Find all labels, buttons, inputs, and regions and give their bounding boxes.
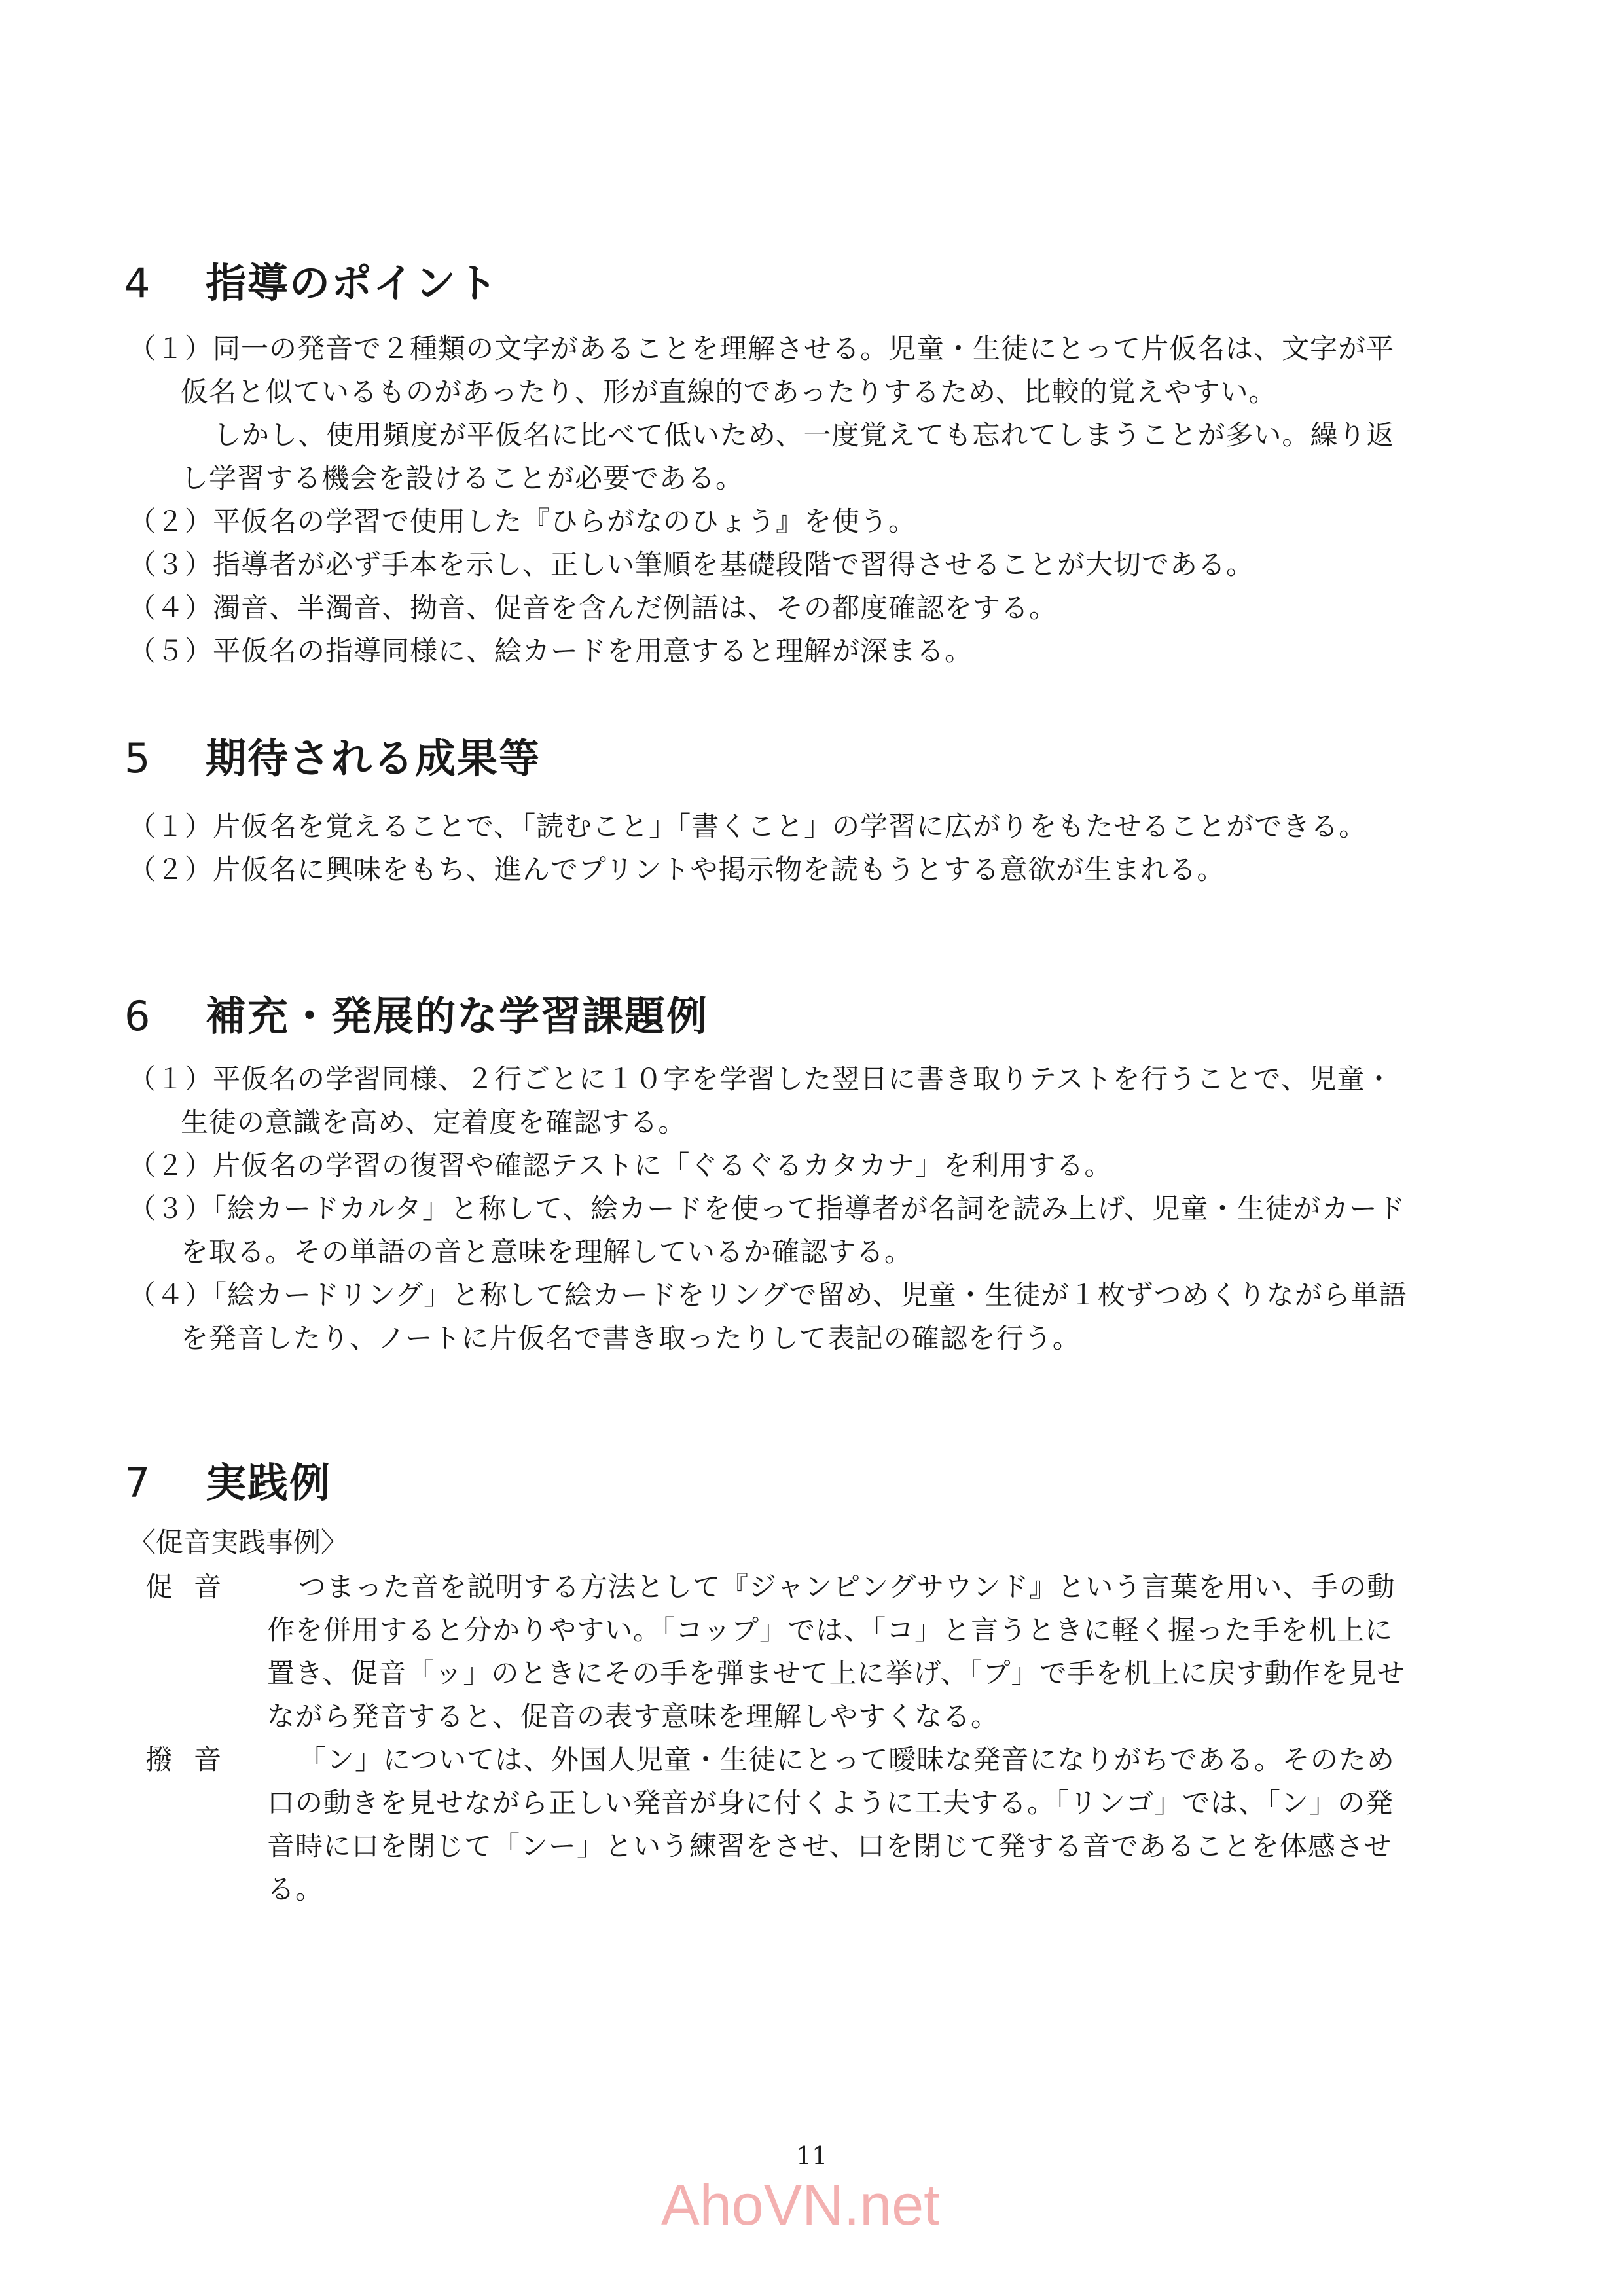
practice-subheading: 〈促音実践事例〉 (128, 1526, 349, 1558)
section-4-line-3: しかし、使用頻度が平仮名に比べて低いため、一度覚えても忘れてしまうことが多い。繰り返 (213, 419, 1395, 451)
section-6-line-2: 生徒の意識を高め、定着度を確認する。 (181, 1106, 687, 1138)
hatsuon-line-1: 「ン」については、外国人児童・生徒にとって曖昧な発音になりがちである。そのため (298, 1744, 1395, 1776)
section-number: 7 (124, 1459, 152, 1507)
section-number: 5 (124, 734, 152, 782)
section-number: 4 (124, 259, 152, 307)
sokuon-line-2: 作を併用すると分かりやすい。「コップ」では、「コ」と言うときに軽く握った手を机上に (267, 1614, 1394, 1646)
section-4-line-4: し学習する機会を設けることが必要である。 (181, 462, 744, 494)
section-7-heading (124, 1459, 332, 1507)
section-title: 実践例 (206, 1459, 332, 1507)
hatsuon-line-4: る。 (267, 1873, 324, 1905)
section-6-line-3: （２）片仮名の学習の復習や確認テストに「ぐるぐるカタカナ」を利用する。 (128, 1149, 1113, 1181)
section-6-line-1: （１）平仮名の学習同様、２行ごとに１０字を学習した翌日に書き取りテストを行うことで、児童・ (128, 1063, 1394, 1095)
section-4-line-1: （１）同一の発音で２種類の文字があることを理解させる。児童・生徒にとって片仮名は、文字が平 (128, 332, 1395, 365)
section-5-line-1: （１）片仮名を覚えることで、「読むこと」「書くこと」の学習に広がりをもたせることができる。 (128, 810, 1367, 842)
hatsuon-line-3: 音時に口を閉じて「ンー」という練習をさせ、口を閉じて発する音であることを体感させ (267, 1830, 1392, 1862)
section-4-line-8: （５）平仮名の指導同様に、絵カードを用意すると理解が深まる。 (128, 635, 973, 667)
section-6-line-6: （４）「絵カードリング」と称して絵カードをリングで留め、児童・生徒が１枚ずつめくりながら単語 (128, 1279, 1407, 1311)
sokuon-line-4: ながら発音すると、促音の表す意味を理解しやすくなる。 (267, 1700, 1000, 1732)
section-4-heading (124, 259, 499, 307)
section-title: 補充・発展的な学習課題例 (206, 992, 709, 1040)
term-sokuon: 促音 (145, 1571, 243, 1603)
section-4-line-6: （３）指導者が必ず手本を示し、正しい筆順を基礎段階で習得させることが大切である。 (128, 548, 1255, 581)
section-6-heading (124, 992, 709, 1040)
page-number: 11 (796, 2142, 828, 2170)
section-4-line-7: （４）濁音、半濁音、拗音、促音を含んだ例語は、その都度確認をする。 (128, 592, 1058, 624)
sokuon-line-3: 置き、促音「ッ」のときにその手を弾ませて上に挙げ、「プ」で手を机上に戻す動作を見せ (267, 1657, 1405, 1689)
sokuon-line-1: つまった音を説明する方法として『ジャンピングサウンド』という言葉を用い、手の動 (298, 1571, 1396, 1603)
hatsuon-line-2: 口の動きを見せながら正しい発音が身に付くように工夫する。「リンゴ」では、「ン」の発 (267, 1787, 1394, 1819)
section-4-line-2: 仮名と似ているものがあったり、形が直線的であったりするため、比較的覚えやすい。 (181, 376, 1277, 408)
section-number: 6 (124, 992, 152, 1040)
section-title: 期待される成果等 (206, 734, 541, 782)
section-5-line-2: （２）片仮名に興味をもち、進んでプリントや掲示物を読もうとする意欲が生まれる。 (128, 853, 1225, 886)
section-4-line-5: （２）平仮名の学習で使用した『ひらがなのひょう』を使う。 (128, 505, 917, 537)
section-6-line-7: を発音したり、ノートに片仮名で書き取ったりして表記の確認を行う。 (181, 1322, 1081, 1354)
section-6-line-4: （３）「絵カードカルタ」と称して、絵カードを使って指導者が名詞を読み上げ、児童・生徒がカード (128, 1193, 1406, 1225)
section-title: 指導のポイント (206, 259, 499, 307)
watermark: AhoVN.net (661, 2172, 940, 2237)
term-hatsuon: 撥音 (145, 1744, 243, 1776)
section-6-line-5: を取る。その単語の音と意味を理解しているか確認する。 (181, 1236, 913, 1268)
section-5-heading (124, 734, 541, 782)
